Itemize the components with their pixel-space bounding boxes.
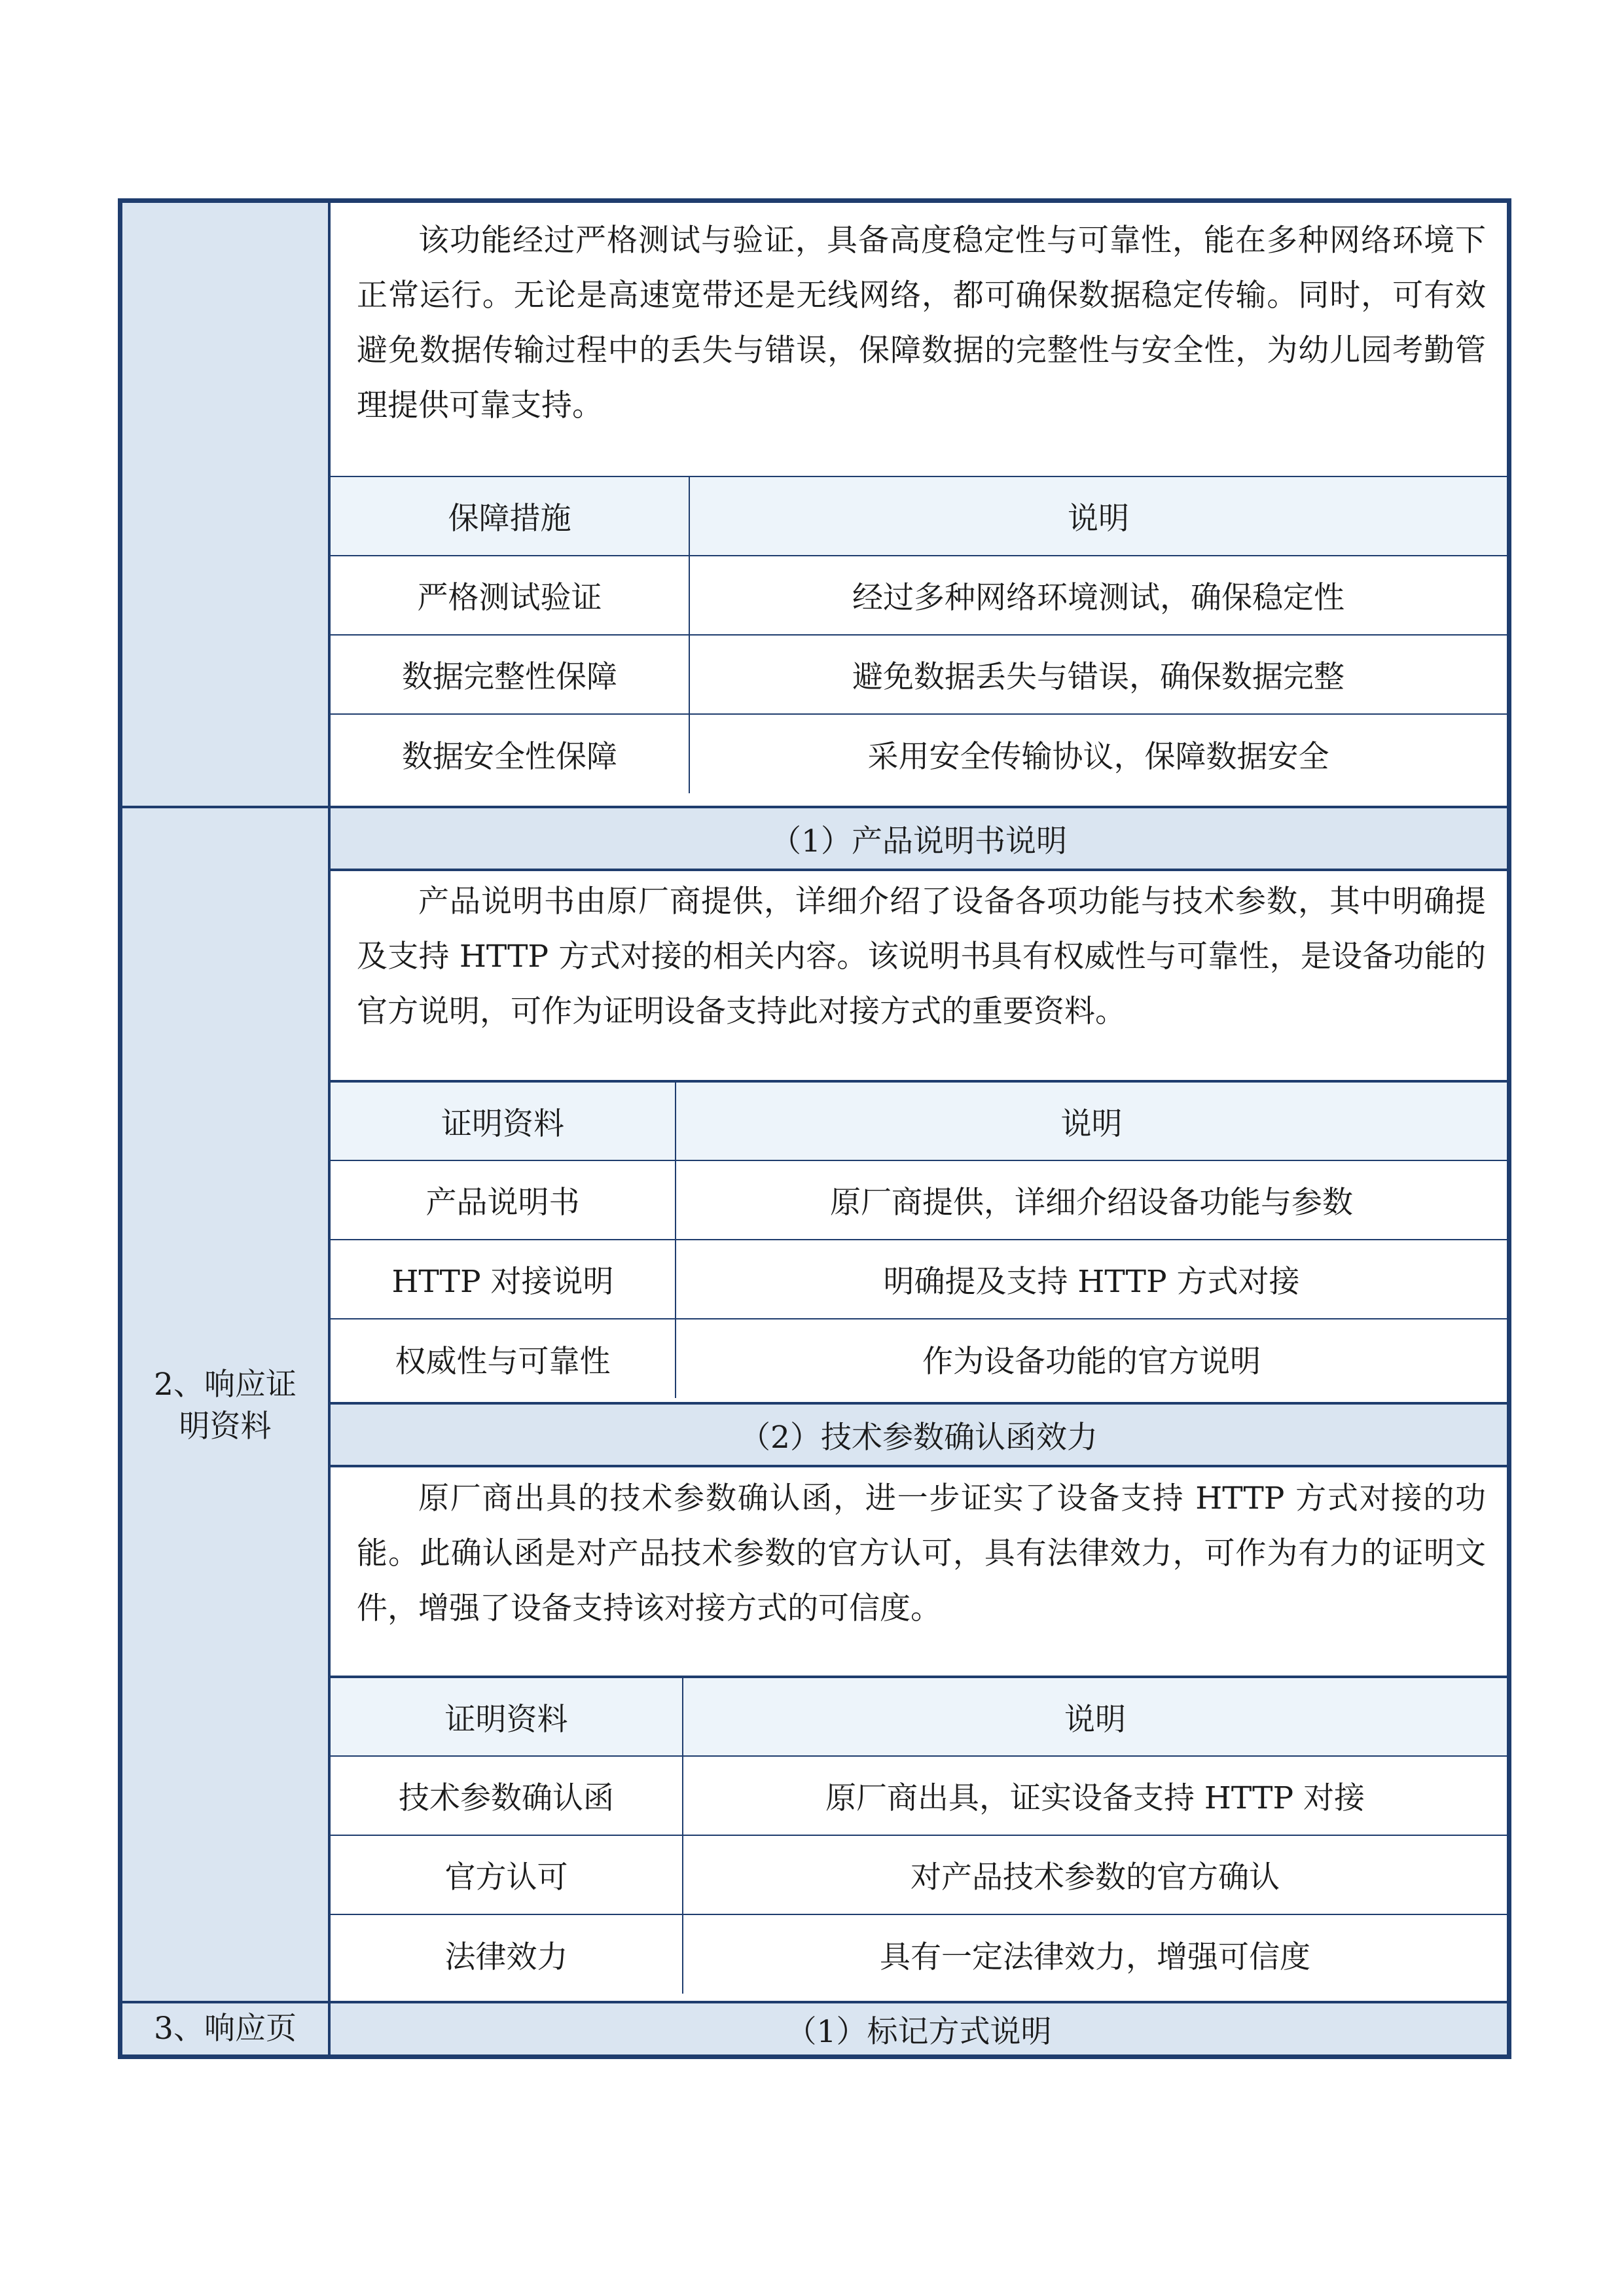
table-header-cell: 证明资料	[331, 1081, 676, 1160]
table-header-cell: 证明资料	[331, 1677, 683, 1756]
table-cell: 官方认可	[331, 1835, 683, 1914]
table-row	[331, 1835, 1507, 1914]
section3-title: （1）标记方式说明	[785, 2013, 1052, 2050]
table-row	[331, 1160, 1507, 1240]
table-cell: 对产品技术参数的官方确认	[683, 1835, 1507, 1914]
section1-label-cell	[122, 203, 331, 808]
part1-evidence-table	[331, 1080, 1507, 1398]
section3-title-banner	[331, 2003, 1507, 2054]
table-cell: 法律效力	[331, 1914, 683, 1994]
table-cell: 产品说明书	[331, 1160, 676, 1240]
table-cell: 数据完整性保障	[331, 635, 689, 714]
part2-title: （2）技术参数确认函效力	[740, 1419, 1098, 1456]
table-row	[331, 714, 1507, 793]
table-cell: 采用安全传输协议，保障数据安全	[689, 714, 1507, 793]
table-header-row	[331, 1081, 1507, 1160]
table-row	[331, 1240, 1507, 1319]
table-cell: 原厂商出具，证实设备支持 HTTP 对接	[683, 1756, 1507, 1835]
section2-label-cell	[122, 808, 331, 2003]
part2-paragraph: 原厂商出具的技术参数确认函，进一步证实了设备支持 HTTP 方式对接的功能。此确认函是对产品技术参数的官方认可，具有法律效力，可作为有力的证明文件，增强了设备支持该对接方式的可信度。	[357, 1480, 1486, 1626]
table-header-cell: 说明	[683, 1677, 1507, 1756]
table-cell: 作为设备功能的官方说明	[676, 1319, 1507, 1398]
table-cell: 具有一定法律效力，增强可信度	[683, 1914, 1507, 1994]
section2-label-line2: 明资料	[179, 1408, 272, 1444]
part1-paragraph: 产品说明书由原厂商提供，详细介绍了设备各项功能与技术参数，其中明确提及支持 HTTP 方式对接的相关内容。该说明书具有权威性与可靠性，是设备功能的官方说明，可作为证明设备支持此对接方式的重要资料。	[357, 884, 1486, 1030]
table-cell: 严格测试验证	[331, 556, 689, 635]
section3-label-cell	[122, 2003, 331, 2054]
table-cell: 明确提及支持 HTTP 方式对接	[676, 1240, 1507, 1319]
table-row	[331, 1319, 1507, 1398]
table-cell: 经过多种网络环境测试，确保稳定性	[689, 556, 1507, 635]
table-header-row	[331, 476, 1507, 556]
part2-title-banner	[331, 1402, 1507, 1467]
table-cell: 技术参数确认函	[331, 1756, 683, 1835]
table-header-cell: 保障措施	[331, 476, 689, 556]
part2-evidence-table	[331, 1676, 1507, 1994]
section1-measures-table	[331, 476, 1507, 793]
section3-content	[331, 2003, 1507, 2054]
table-row	[331, 556, 1507, 635]
table-cell: 避免数据丢失与错误，确保数据完整	[689, 635, 1507, 714]
table-row	[331, 635, 1507, 714]
section1-paragraph: 该功能经过严格测试与验证，具备高度稳定性与可靠性，能在多种网络环境下正常运行。无论是高速宽带还是无线网络，都可确保数据稳定传输。同时，可有效避免数据传输过程中的丢失与错误，保障数据的完整性与安全性，为幼儿园考勤管理提供可靠支持。	[357, 223, 1486, 423]
table-cell: HTTP 对接说明	[331, 1240, 676, 1319]
section3-label: 3、响应页	[154, 2011, 297, 2047]
section2-label-line1: 2、响应证	[154, 1367, 297, 1403]
part1-title-banner	[331, 806, 1507, 871]
section1-content	[331, 203, 1507, 808]
table-header-row	[331, 1677, 1507, 1756]
response-table-frame	[118, 198, 1511, 2059]
section2-content	[331, 808, 1507, 2003]
table-cell: 权威性与可靠性	[331, 1319, 676, 1398]
table-header-cell: 说明	[676, 1081, 1507, 1160]
table-cell: 原厂商提供，详细介绍设备功能与参数	[676, 1160, 1507, 1240]
table-cell: 数据安全性保障	[331, 714, 689, 793]
part1-title: （1）产品说明书说明	[770, 823, 1067, 859]
table-header-cell: 说明	[689, 476, 1507, 556]
table-row	[331, 1756, 1507, 1835]
table-row	[331, 1914, 1507, 1994]
